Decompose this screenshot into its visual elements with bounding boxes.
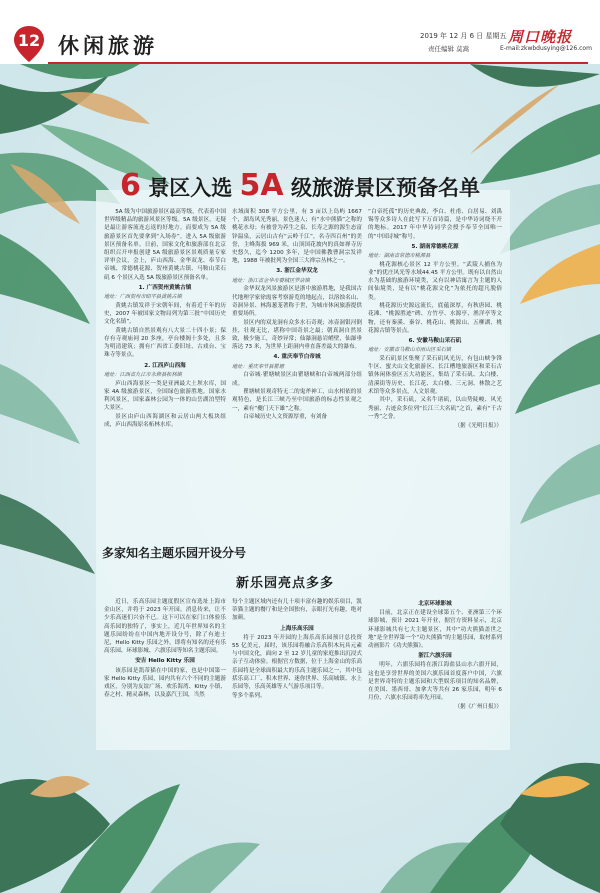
subheading: 5. 湖南常德桃花源 bbox=[411, 243, 459, 250]
editor-credit: 责任编辑 莫嵩 bbox=[428, 45, 470, 53]
section-title: 休闲旅游 bbox=[58, 34, 158, 58]
paragraph: “白帝托孤”的历史典故，李白、杜甫、白居易、刘禹锡等众多诗人在此写下万首诗篇，是中华诗词绕不开的地标。2017 年中华诗词学会授予奉节全国唯一的“中国诗城”称号。 bbox=[368, 209, 502, 240]
subheading: 北京环球影城 bbox=[418, 601, 452, 607]
address: 地址：广西贺州市昭平县黄姚古镇 bbox=[104, 294, 182, 301]
source-credit: （据《广州日报》） bbox=[454, 703, 502, 710]
paragraph: 白帝城历史人文资源厚重，有刘备 bbox=[243, 414, 328, 421]
paragraph: 黄姚古镇自然景观有八大景二十四小景；保存有寺观庙祠 20 多座，亭台楼阁十多处，且多为明清建筑；拥有广西省工委旧址、古戏台、宝珠寺等景点。 bbox=[104, 327, 226, 359]
article1-column-1 bbox=[104, 208, 226, 430]
address: 地址：重庆奉节县瞿塘 bbox=[232, 363, 284, 370]
paragraph: 将于 2023 年开园的上海乐高乐园预计总投资 55 亿美元，届时，该乐园将融合乐高积木玩具元素与中国文化，面向 2 至 12 岁儿童的家庭推出沉浸式亲子互动体验。根据官方数据，位于上海金山的乐高乐园将是全球面积最大的乐高主题乐园之一，其中包括乐高工厂、积木世界、迷你世界、乐高城镇、水上乐园等，乐高英雄等人气游乐项目等。 bbox=[232, 634, 362, 691]
article2-headline: 新乐园亮点多多 bbox=[236, 576, 335, 591]
subheading: 浙江六旗乐园 bbox=[418, 653, 452, 660]
headline-mid: 景区入选 bbox=[148, 176, 233, 200]
paragraph: 水域面积 308 平方公里，有 3 亩以上岛屿 1667 个，湖岛风光秀丽，景色迷人；有“水中熊猫”之称的桃花水母；有被誉为养生之泉、长寿之源的源生态富锌温泉，云居山古有“云岭千江”，名寺四百州”的美誉，主峰海拔 969 米，山顶国花坡内的真如禅寺历史悠久，迄今 1200 多年，是中国佛教曹洞宗发祥地，1988 年被批列为全国三大禅宗丛林之一。 bbox=[232, 209, 362, 265]
paragraph: 5A 级为中国旅游景区最高等级，代表着中国世界级精品的旅游风景区等级。5A 级景区，无疑是最让游客流连忘返的好地方。而要成为 5A 级旅游景区首先要拿到“入场券”，进入 5A 级旅游景区预备名单。日前，国家文化和旅游部在北京组织召开申报创建 5A 级旅游景区景观质量专家评审会议，会上，庐山西海、金华双龙、奉节白帝城、常德桃花源、贺州黄姚古镇、马鞍山采石矶 6 个景区入选 5A 级旅游景区预备名单。 bbox=[104, 209, 226, 281]
page-header bbox=[0, 0, 600, 74]
article2-column-1 bbox=[104, 598, 226, 700]
paragraph: 该乐园是凯蒂猫在中国的家，也是中国第一家 Hello Kitty 乐园，园内共有六个不同的主题游戏区，分别为友谊广场、欢乐海湾、Kitty 小镇、春之村、精灵森林，以及嘉汽王国，当然 bbox=[104, 667, 226, 699]
paragraph: 采石矶景区集聚了采石矶风光历，有包山峡争锋牛区、蜜夫山文化旅游区、长江槽地旅游区和采石古镇休闲体验区五大功能区，集结了采石矶、太白楼、清溪街等历史、长江花、太白楼、三元洞、林散之艺术馆等众多景点，人文景观。 bbox=[368, 355, 502, 395]
headline-5a: 5A bbox=[239, 168, 284, 203]
article2-kicker: 多家知名主题乐园开设分号 bbox=[102, 546, 247, 560]
paragraph: 每个主题区域内还有几十项丰富有趣的娱乐项目，凯蒂猫主题的餐厅和是全国独有，亲眼打光有趣，绝对加颜。 bbox=[232, 599, 362, 622]
subheading: 上海乐高乐园 bbox=[280, 625, 314, 632]
paragraph: 庐山西海景区一类是亚洲最大土坝水库，国家 4A 级旅游景区，全国绿色旅游胜地。国家水利风景区，国家森林公园为一体的山岳湖泊型特大景区。 bbox=[104, 380, 226, 412]
page-number: 12 bbox=[17, 31, 41, 50]
paragraph: 景区内的双龙洞有众多水石奇观；冰壶洞银河倒挂，壮观无比，堪称中国奇景之最；朝真洞自然景致，极少施工，奇妙异常；仙瀑洞悬岩峭壁，仙瀑垂落达 73 米，为世界上距洞内垂直落差最大的瀑布。 bbox=[232, 319, 362, 351]
address: 地址：江西省九江市永修县柘林镇 bbox=[104, 371, 182, 378]
paragraph: 瞿塘峡景观奇特无二的鬼斧神工，山水相依的景观特色，是长江三峡乃至中国旅游的标志性景观之一，素有“夔门天下雄”之称。 bbox=[232, 389, 362, 412]
source-credit: （据《光明日报》） bbox=[454, 422, 502, 429]
article1-column-2 bbox=[232, 208, 362, 422]
paragraph: 明年，六旗乐园将在浙江海盐县山水六旗开园，这也是享誉世界的美国六旗乐园首度落户中国，六旗是世界奇特的主题乐园和大型娱乐项目的知名品牌，在美国、墨西哥、加拿大等共有 26 家乐园，明年 6 月份，六旗水乐园将率先开园。 bbox=[368, 662, 502, 702]
subheading: 安吉 Hello Kitty 乐园 bbox=[135, 658, 195, 665]
paragraph: 金华双龙风景旅游区是浙中旅游胜地，是我国古代地理学家徐霞客考察游览的地起点，以溶蚀名山、奇洞异景、林海葱茏著称于世，为城市休闲旅游提供重要场所。 bbox=[232, 286, 362, 317]
contact-email: E-mail:zkwbdusying@126.com bbox=[500, 45, 592, 52]
issue-date: 2019 年 12 月 6 日 星期五 bbox=[420, 32, 507, 40]
paragraph: 黄姚古镇发祥于宋朝年间，有着近千年的历史，2007 年被国家文物局列为第三批“中国历史文化名镇”。 bbox=[104, 302, 226, 326]
paragraph: 桃花源核心景区 12 平方公里，“武陵人捕鱼为业”的优庄风光等水域44.45 平方公里。既有以自然山水为基础的旅游环境类，又有以神话寓言为主题的人间仙境类，是有以“桃花源文化”为依托的超凡脱俗类。 bbox=[368, 261, 502, 301]
headline-tail: 级旅游景区预备名单 bbox=[290, 176, 480, 200]
headline-number: 6 bbox=[120, 168, 141, 203]
address: 地址：湖南省常德市桃源县 bbox=[368, 253, 431, 260]
subheading: 6. 安徽马鞍山采石矶 bbox=[408, 338, 462, 345]
address: 地址：浙江省金华市婺城区罗店镇 bbox=[232, 277, 310, 284]
article2-column-2 bbox=[232, 598, 362, 700]
article2-column-3 bbox=[368, 598, 502, 712]
paragraph: 等多个系列。 bbox=[232, 692, 266, 699]
paragraph: 近日，乐高乐园主题度假区宣布选址上海市金山区，并将于 2023 年开园。消息传来，让不少乐高迷们兴奋不已。这下可以在家门口体验乐高乐园的独特了，事实上，近几年世界知名的主题乐园纷纷在中国内地开设分号，除了有迪士尼，Hello Kitty 乐园之外，即将有知名的还有乐高乐园、环球影城、六旗乐园等知名主题乐园。 bbox=[104, 599, 226, 655]
paragraph: 白帝城·瞿塘峡景区由瞿塘峡和白帝城两部分组成。 bbox=[232, 372, 362, 387]
paragraph: 桃花源历史源远流长，底蕴深厚，有秋唐园、桃花滩、“桃源胜迹”碑、方竹亭、水源亭、渔洋亭等文物，还有秦溪、秦谷、桃花山、桃源山、五柳湖、桃花源古镇等景点。 bbox=[368, 303, 502, 334]
subheading: 2. 江西庐山西海 bbox=[144, 362, 186, 369]
article1-headline bbox=[100, 168, 500, 203]
newspaper-logo: 周口晚报 bbox=[508, 28, 573, 46]
paragraph: 目前，北京正在建设全球第五个、亚洲第三个环球影城，预计 2021 年开业，据官方资料显示，北京环球影城共有七大主题景区，其中“功夫熊猫盖世之地”是全世界第一个“功夫熊猫”的主题乐园，取材系列动画影片《功夫熊猫》。 bbox=[368, 610, 502, 650]
subheading: 3. 浙江金华双龙 bbox=[276, 268, 318, 275]
paragraph: 景区由庐山西海湖区和云居山两大板块组成，庐山西海原名柘林水库。 bbox=[104, 413, 226, 429]
subheading: 4. 重庆奉节白帝城 bbox=[273, 354, 321, 361]
subheading: 1. 广西贺州黄姚古镇 bbox=[138, 284, 192, 291]
article1-column-3 bbox=[368, 208, 502, 430]
paragraph: 其中，采石矶，又名牛诸矶，以山势陡峻、风光秀丽、古迹众多位列“长江三大名矶”之首，素有“千古一秀”之誉。 bbox=[368, 397, 502, 420]
address: 地址：安徽省马鞍山市雨山区采石镇 bbox=[368, 347, 452, 354]
